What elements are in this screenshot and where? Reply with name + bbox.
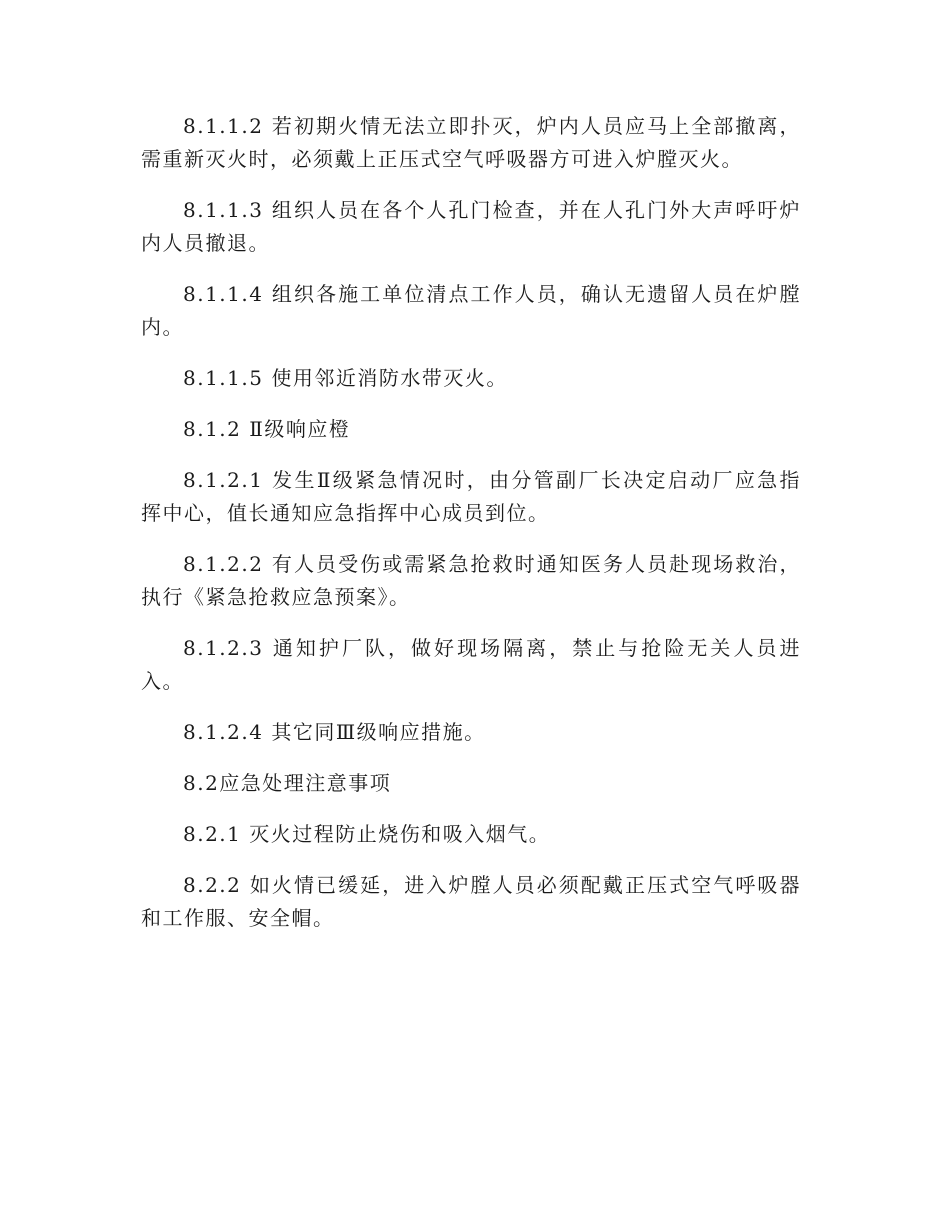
paragraph-8-1-2-4: 8.1.2.4 其它同Ⅲ级响应措施。: [183, 720, 486, 744]
paragraph-8-2-2: 8.2.2 如火情已缓延，进入炉膛人员必须配戴正压式空气呼吸器和工作服、安全帽。: [141, 873, 801, 930]
paragraph-8-1-1-5: 8.1.1.5 使用邻近消防水带灭火。: [183, 366, 508, 390]
paragraph-8-1-2-3: 8.1.2.3 通知护厂队，做好现场隔离，禁止与抢险无关人员进入。: [141, 636, 801, 693]
section-heading-8-2: 8.2应急处理注意事项: [183, 771, 392, 795]
paragraph-8-1-1-3: 8.1.1.3 组织人员在各个人孔门检查，并在人孔门外大声呼吁炉内人员撤退。: [141, 198, 801, 255]
section-heading-8-1-2: 8.1.2 Ⅱ级响应橙: [183, 417, 351, 441]
paragraph-8-1-2-2: 8.1.2.2 有人员受伤或需紧急抢救时通知医务人员赴现场救治，执行《紧急抢救应急预案》。: [141, 552, 801, 609]
paragraph-8-1-2-1: 8.1.2.1 发生Ⅱ级紧急情况时，由分管副厂长决定启动厂应急指挥中心，值长通知应急指挥中心成员到位。: [141, 468, 801, 525]
document-body: [141, 110, 801, 953]
paragraph-8-1-1-4: 8.1.1.4 组织各施工单位清点工作人员，确认无遗留人员在炉膛内。: [141, 282, 801, 339]
paragraph-8-2-1: 8.2.1 灭火过程防止烧伤和吸入烟气。: [183, 822, 551, 846]
paragraph-8-1-1-2: 8.1.1.2 若初期火情无法立即扑灭，炉内人员应马上全部撤离，需重新灭火时，必须戴上正压式空气呼吸器方可进入炉膛灭火。: [141, 114, 801, 171]
